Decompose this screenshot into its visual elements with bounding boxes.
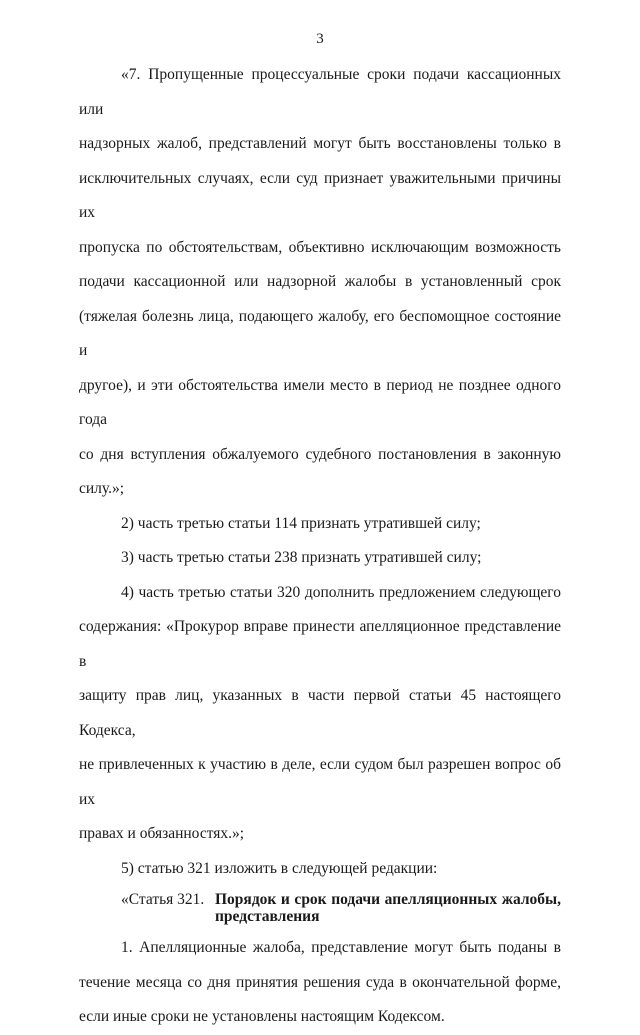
item-4-line-2: содержания: «Прокурор вправе принести апелляционное представление в bbox=[79, 618, 561, 670]
article-heading bbox=[79, 886, 561, 931]
item-4-line-5: правах и обязанностях.»; bbox=[79, 825, 245, 842]
paragraph-7-line-4: пропуска по обстоятельствам, объективно исключающим возможность bbox=[79, 238, 561, 256]
paragraph-7-line-2: надзорных жалоб, представлений могут быть восстановлены только в bbox=[79, 135, 561, 152]
item-3: 3) часть третью статьи 238 признать утратившей силу; bbox=[121, 549, 482, 566]
item-4-line-3: защиту прав лиц, указанных в части первой статьи 45 настоящего Кодекса, bbox=[79, 687, 561, 739]
article-title-line-2: представления bbox=[215, 908, 320, 925]
item-5: 5) статью 321 изложить в следующей редакции: bbox=[121, 859, 438, 877]
article-label: «Статья 321. bbox=[121, 891, 205, 908]
paragraph-7-line-8: со дня вступления обжалуемого судебного постановления в законную bbox=[79, 445, 561, 463]
article-title bbox=[215, 891, 561, 925]
article-paragraph-1-line-3: если иные сроки не установлены настоящим Кодексом. bbox=[79, 1008, 445, 1025]
article-paragraph-1-line-2: течение месяца со дня принятия решения суда в окончательной форме, bbox=[79, 973, 561, 991]
paragraph-7-line-1: «7. Пропущенные процессуальные сроки подачи кассационных или bbox=[79, 66, 561, 118]
item-4-line-1: 4) часть третью статьи 320 дополнить предложением следующего bbox=[121, 583, 561, 601]
page-number: 3 bbox=[316, 31, 324, 47]
paragraph-7-line-9: силу.»; bbox=[79, 480, 125, 497]
article-paragraph-1-line-1: 1. Апелляционные жалоба, представление могут быть поданы в bbox=[121, 939, 561, 956]
article-title-line-1: Порядок и срок подачи апелляционных жалобы, bbox=[215, 891, 561, 908]
item-2: 2) часть третью статьи 114 признать утратившей силу; bbox=[121, 514, 481, 532]
item-4-line-4: не привлеченных к участию в деле, если судом был разрешен вопрос об их bbox=[79, 756, 561, 808]
document-body bbox=[79, 58, 561, 1035]
paragraph-7-line-5: подачи кассационной или надзорной жалобы в установленный срок bbox=[79, 273, 561, 290]
paragraph-7-line-7: другое), и эти обстоятельства имели место в период не позднее одного года bbox=[79, 376, 561, 428]
paragraph-7-line-6: (тяжелая болезнь лица, подающего жалобу, его беспомощное состояние и bbox=[79, 307, 561, 359]
paragraph-7-line-3: исключительных случаях, если суд признает уважительными причины их bbox=[79, 169, 561, 221]
